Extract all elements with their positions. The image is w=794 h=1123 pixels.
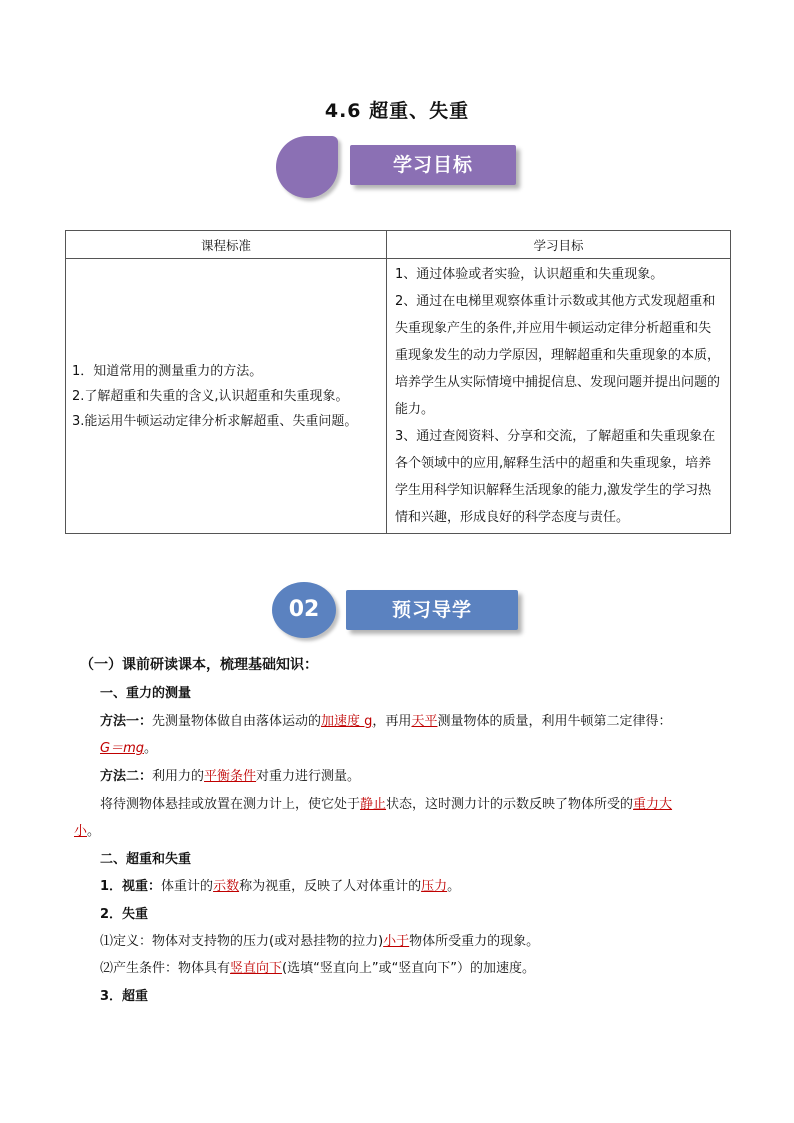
standards-cell (66, 259, 387, 534)
goal-item: 2、通过在电梯里观察体重计示数或其他方式发现超重和失重现象产生的条件,并应用牛顿运动定律分析超重和失重现象发生的动力学原因，理解超重和失重现象的本质，培养学生从实际情境中捕捉信息、发现问题并提出问题的能力。 (395, 294, 721, 417)
paragraph-line (100, 793, 672, 812)
text: 称为视重，反映了人对体重计的 (239, 879, 422, 894)
text: ⑵产生条件：物体具有 (100, 961, 231, 976)
method-one-formula (100, 737, 157, 756)
text: 物体所受重力的现象。 (409, 934, 540, 949)
text: (选填“竖直向上”或“竖直向下”）的加速度。 (282, 961, 536, 976)
text: 利用力的 (152, 769, 205, 784)
goal-item: 3、通过查阅资料、分享和交流，了解超重和失重现象在各个领域中的应用,解释生活中的超重和失重现象，培养学生用科学知识解释生活现象的能力,激发学生的学习热情和兴趣，形成良好的科学态度与责任。 (395, 429, 716, 525)
banner-label: 预习导学 (346, 590, 518, 630)
page-title: 4.6 超重、失重 (324, 100, 470, 122)
goals-cell (387, 259, 731, 534)
answer: 平衡条件 (204, 769, 257, 784)
standard-item: 2.了解超重和失重的含义,认识超重和失重现象。 (72, 388, 349, 404)
paragraph-line (74, 820, 100, 839)
text: 先测量物体做自由落体运动的 (152, 714, 322, 729)
answer: 静止 (360, 797, 387, 812)
apparent-weight-line (100, 875, 460, 894)
text: 将待测物体悬挂或放置在测力计上，使它处于 (100, 797, 361, 812)
answer: 示数 (213, 879, 240, 894)
text: 体重计的 (161, 879, 214, 894)
method-label: 方法一： (100, 714, 153, 729)
section-banner-learning-goals (276, 134, 526, 202)
condition-line (100, 957, 535, 976)
banner-label: 学习目标 (350, 145, 516, 185)
section-heading: （一）课前研读课本，梳理基础知识： (80, 657, 318, 673)
banner-disc (276, 136, 338, 198)
definition-line (100, 930, 539, 949)
text: 测量物体的质量，利用牛顿第二定律得： (437, 714, 672, 729)
answer: 竖直向下 (230, 961, 283, 976)
text: 对重力进行测量。 (256, 769, 361, 784)
answer: G＝mg (100, 741, 144, 756)
answer: 小于 (383, 934, 410, 949)
text: 。 (447, 879, 461, 894)
subheading-gravity: 一、重力的测量 (100, 686, 192, 701)
method-two-line (100, 765, 360, 784)
goal-item: 1、通过体验或者实验，认识超重和失重现象。 (395, 267, 664, 282)
text: 状态，这时测力计的示数反映了物体所受的 (386, 797, 634, 812)
text: ⑴定义：物体对支持物的压力(或对悬挂物的拉力) (100, 934, 384, 949)
answer: 重力大 (633, 797, 673, 812)
answer: 压力 (421, 879, 448, 894)
text: ，再用 (372, 714, 412, 729)
subheading-overweight-3: 3．超重 (100, 989, 149, 1004)
item-label: 1．视重： (100, 879, 162, 894)
table-header-standard: 课程标准 (66, 231, 387, 259)
answer: 天平 (411, 714, 438, 729)
banner-number: 02 (272, 582, 336, 638)
method-label: 方法二： (100, 769, 153, 784)
answer: 小 (74, 824, 88, 839)
subheading-weightless: 2．失重 (100, 907, 149, 922)
section-banner-preview (272, 582, 528, 642)
text: 。 (87, 824, 101, 839)
table-header-goals: 学习目标 (387, 231, 731, 259)
standard-item: 1．知道常用的测量重力的方法。 (72, 363, 263, 379)
standard-item: 3.能运用牛顿运动定律分析求解超重、失重问题。 (72, 413, 358, 429)
standards-table (65, 230, 731, 534)
answer: 加速度 g (321, 714, 373, 729)
method-one-line (100, 710, 671, 729)
text: 。 (144, 741, 158, 756)
subheading-overweight: 二、超重和失重 (100, 852, 192, 867)
